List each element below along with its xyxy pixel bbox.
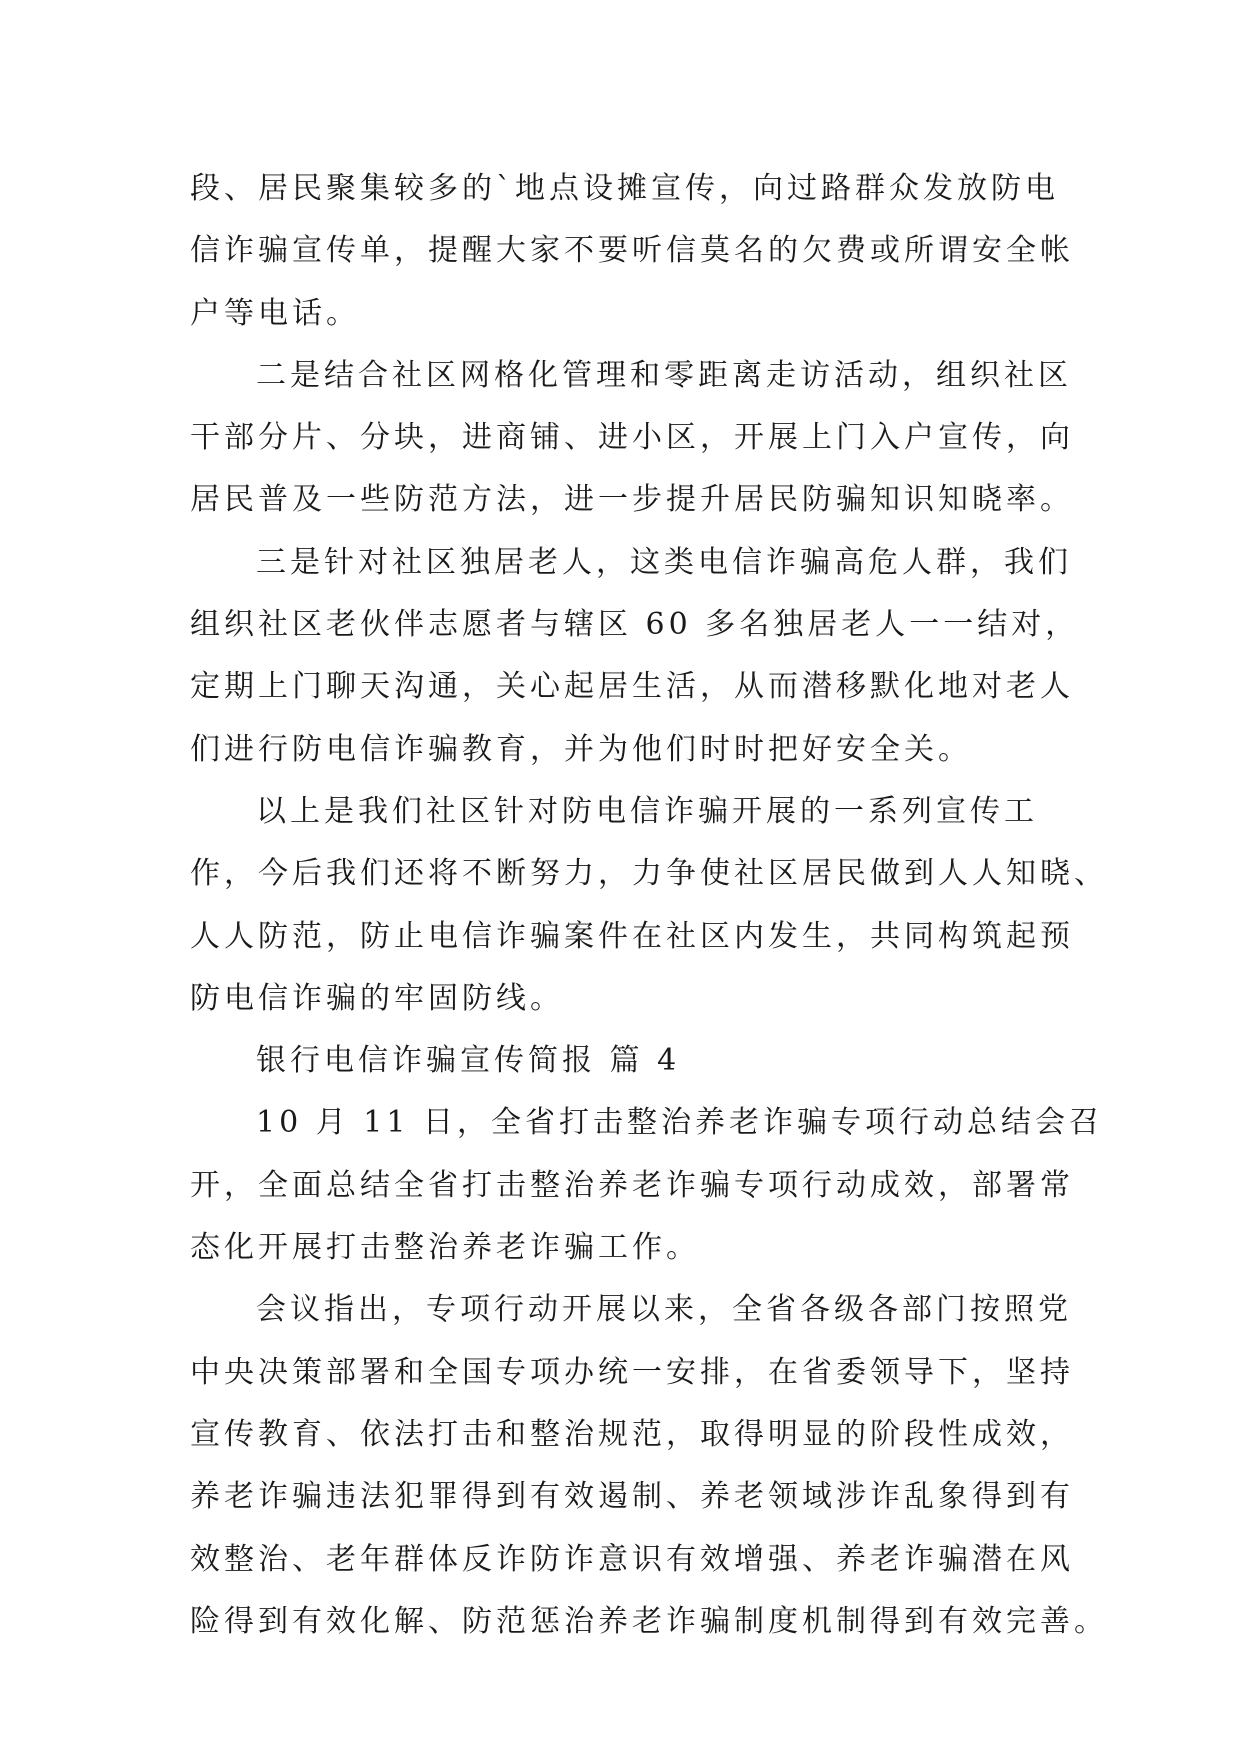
paragraph-start-line: 会议指出，专项行动开展以来，全省各级各部门按照党 [256,1292,1072,1328]
text-line: 开，全面总结全省打击整治养老诈骗专项行动成效，部署常 [190,1167,1074,1203]
paragraph-start-line: 以上是我们社区针对防电信诈骗开展的一系列宣传工 [256,793,1038,829]
text-line: 段、居民聚集较多的`地点设摊宣传，向过路群众发放防电 [190,171,1059,206]
text-line: 组织社区老伙伴志愿者与辖区 60 多名独居老人一一结对， [190,607,1080,643]
text-line: 定期上门聊天沟通，关心起居生活，从而潜移默化地对老人 [190,669,1074,705]
section-heading: 银行电信诈骗宣传简报 篇 4 [256,1043,681,1079]
paragraph-start-line: 三是针对社区独居老人，这类电信诈骗高危人群，我们 [256,544,1072,580]
paragraph-start-line: 10 月 11 日，全省打击整治养老诈骗专项行动总结会召 [256,1105,1103,1141]
text-line: 险得到有效化解、防范惩治养老诈骗制度机制得到有效完善。 [190,1603,1108,1639]
text-line: 信诈骗宣传单，提醒大家不要听信莫名的欠费或所谓安全帐 [190,233,1074,269]
text-line: 人人防范，防止电信诈骗案件在社区内发生，共同构筑起预 [190,918,1074,954]
document-body [190,158,1108,1653]
text-line: 效整治、老年群体反诈防诈意识有效增强、养老诈骗潜在风 [190,1541,1074,1577]
text-line: 防电信诈骗的牢固防线。 [190,980,564,1016]
text-line: 户等电话。 [190,295,360,331]
text-line: 们进行防电信诈骗教育，并为他们时时把好安全关。 [190,731,972,767]
paragraph-start-line: 二是结合社区网格化管理和零距离走访活动，组织社区 [256,357,1072,393]
text-line: 作，今后我们还将不断努力，力争使社区居民做到人人知晓、 [190,856,1108,892]
text-line: 态化开展打击整治养老诈骗工作。 [190,1230,700,1266]
text-line: 养老诈骗违法犯罪得到有效遏制、养老领域涉诈乱象得到有 [190,1479,1074,1515]
text-line: 宣传教育、依法打击和整治规范，取得明显的阶段性成效， [190,1416,1074,1452]
text-line: 干部分片、分块，进商铺、进小区，开展上门入户宣传，向 [190,420,1074,456]
text-line: 中央决策部署和全国专项办统一安排，在省委领导下，坚持 [190,1354,1074,1390]
text-line: 居民普及一些防范方法，进一步提升居民防骗知识知晓率。 [190,482,1074,518]
